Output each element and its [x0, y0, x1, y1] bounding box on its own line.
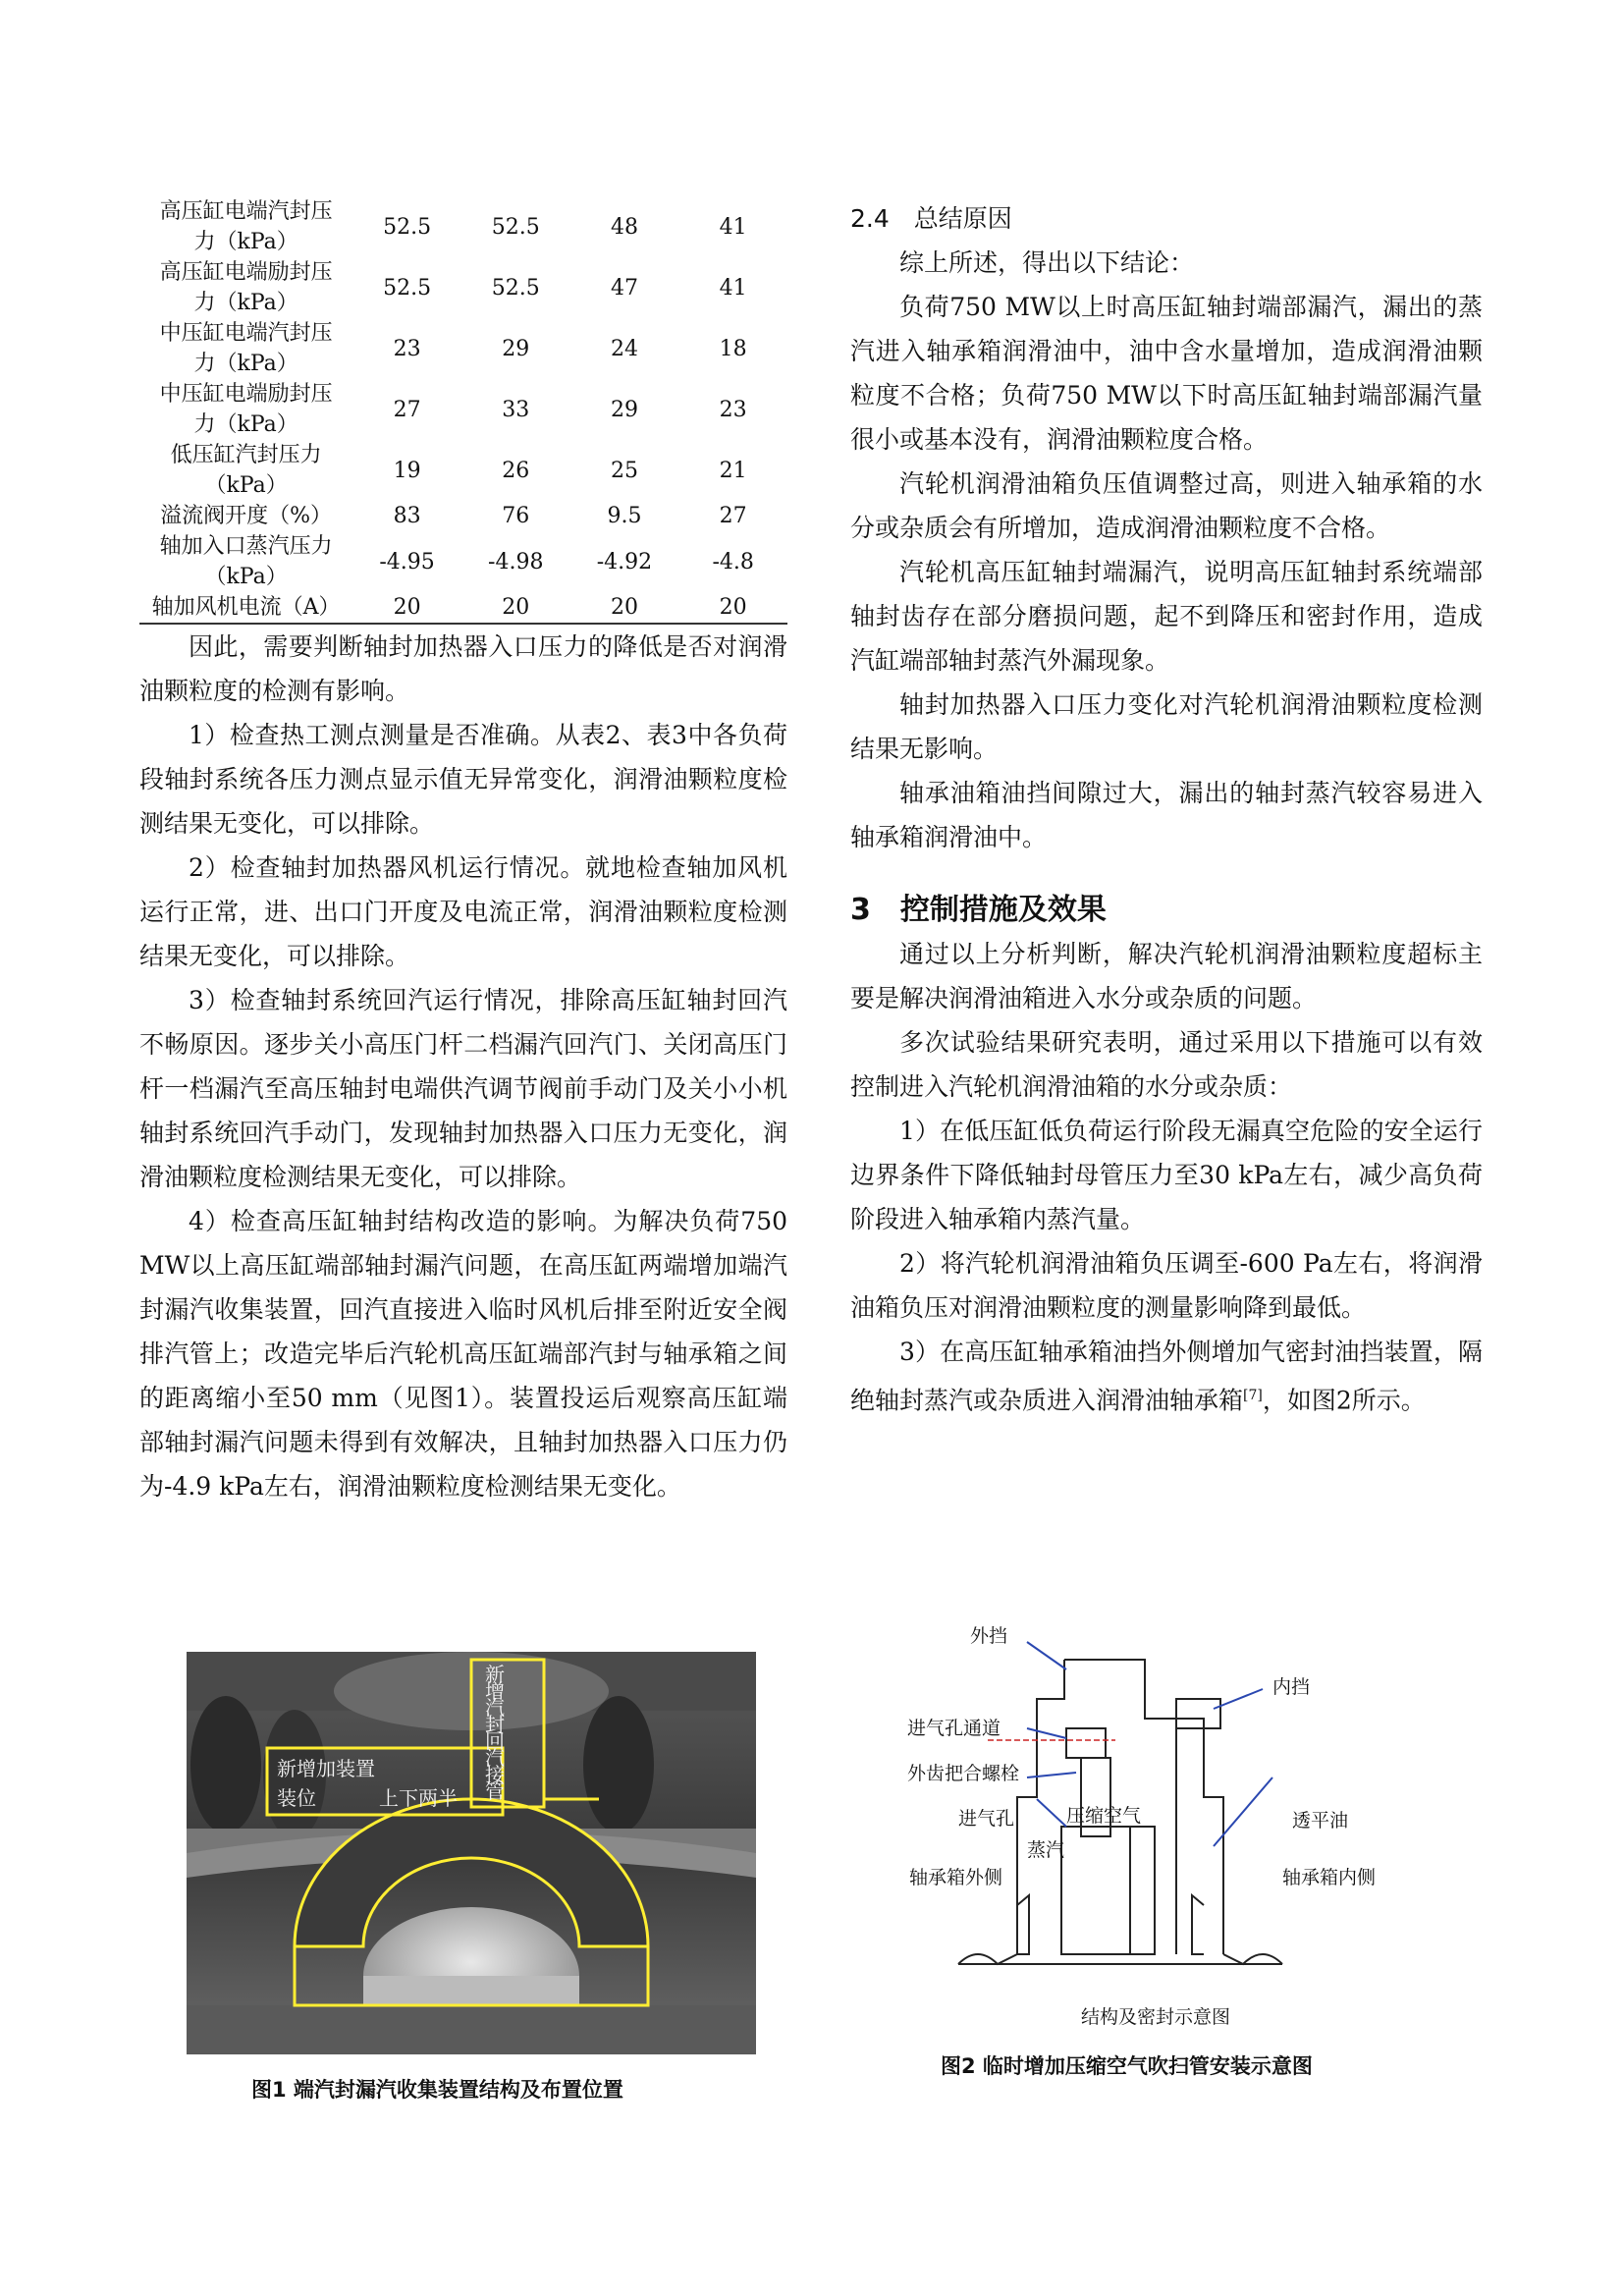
fig1-vertical-label-char: 新 [485, 1663, 505, 1686]
table-cell: -4.92 [596, 549, 653, 574]
row-label: 中压缸电端汽封压 力（kPa） [159, 321, 333, 376]
reference-mark: [7] [1243, 1388, 1263, 1403]
fig1-vertical-label-char: 封 [485, 1713, 505, 1736]
fig2-label-steam: 蒸汽 [1027, 1839, 1065, 1861]
table-cell: 21 [719, 458, 747, 483]
left-paragraphs [139, 625, 787, 1508]
table-cell: 23 [719, 397, 747, 422]
fig2-label-oil: 透平油 [1292, 1810, 1349, 1831]
fig1-vertical-label-char: 汽 [485, 1746, 505, 1770]
fig1-vertical-label-char: 汽 [485, 1696, 505, 1720]
fig2-label-bearing-outer: 轴承箱外侧 [909, 1867, 1003, 1888]
right-column [850, 196, 1483, 1422]
table-cell: 9.5 [607, 504, 642, 528]
table-row [139, 440, 787, 501]
section-3-last-paragraph: 3）在高压缸轴承箱油挡外侧增加气密封油挡装置，隔绝轴封蒸汽或杂质进入润滑油轴承箱[7]，如图2所示。 [850, 1338, 1483, 1415]
section-3-body [850, 932, 1483, 1330]
table-cell: 29 [610, 397, 638, 422]
paragraph: 2）将汽轮机润滑油箱负压调至-600 Pa左右，将润滑油箱负压对润滑油颗粒度的测量影响降到最低。 [850, 1249, 1483, 1322]
fig1-label-install: 装位 [277, 1786, 316, 1810]
table-row [139, 379, 787, 440]
data-table [139, 196, 787, 625]
table-cell: 19 [393, 458, 421, 483]
table-cell: 41 [719, 275, 747, 301]
table-cell: 20 [461, 592, 570, 624]
table-cell: 25 [610, 458, 638, 483]
paragraph: 1）检查热工测点测量是否准确。从表2、表3中各负荷段轴封系统各压力测点显示值无异常变化，润滑油颗粒度检测结果无变化，可以排除。 [139, 721, 787, 838]
table-cell: 33 [502, 397, 530, 422]
table-cell: 52.5 [491, 275, 540, 301]
fig2-label-inner: 内挡 [1272, 1676, 1311, 1698]
fig2-label-compressed-air: 压缩空气 [1066, 1805, 1142, 1827]
row-label: 高压缸电端汽封压 力（kPa） [159, 199, 333, 254]
figure-2-caption: 图2 临时增加压缩空气吹扫管安装示意图 [941, 2054, 1313, 2078]
table-cell: 52.5 [383, 214, 432, 240]
paragraph: 汽轮机高压缸轴封端漏汽，说明高压缸轴封系统端部轴封齿存在部分磨损问题，起不到降压和密封作用，造成汽缸端部轴封蒸汽外漏现象。 [850, 558, 1483, 675]
section-2-4-body [850, 241, 1483, 859]
table-cell: 41 [719, 214, 747, 240]
fig2-label-bottom-title: 结构及密封示意图 [1081, 2006, 1231, 2028]
fig2-label-air-channel: 进气孔通道 [907, 1718, 1001, 1739]
table-cell: 52.5 [383, 275, 432, 301]
table-cell: 20 [678, 592, 787, 624]
figure-1-caption: 图1 端汽封漏汽收集装置结构及布置位置 [251, 2078, 623, 2102]
paragraph: 2）检查轴封加热器风机运行情况。就地检查轴加风机运行正常，进、出口门开度及电流正常，润滑油颗粒度检测结果无变化，可以排除。 [139, 853, 787, 970]
fig1-vertical-label-char: 管 [485, 1779, 505, 1803]
table-row [139, 257, 787, 318]
row-label: 高压缸电端励封压 力（kPa） [159, 260, 333, 315]
figure-2-diagram [907, 1625, 1449, 2043]
fig2-label-outer: 外挡 [970, 1625, 1008, 1647]
figure-2-illustration [907, 1625, 1449, 2043]
figure-1-photo [187, 1652, 756, 2054]
figure-1-illustration [187, 1652, 756, 2054]
table-row [139, 196, 787, 257]
paragraph: 负荷750 MW以上时高压缸轴封端部漏汽，漏出的蒸汽进入轴承箱润滑油中，油中含水量增加，造成润滑油颗粒度不合格；负荷750 MW以下时高压缸轴封端部漏汽量很小或基本没有，润滑油颗粒度合格。 [850, 293, 1483, 454]
fig1-vertical-label-char: 增 [485, 1679, 505, 1703]
table-cell: 52.5 [491, 214, 540, 240]
paragraph: 轴承油箱油挡间隙过大，漏出的轴封蒸汽较容易进入轴承箱润滑油中。 [850, 779, 1483, 851]
fig2-label-air-hole: 进气孔 [958, 1808, 1015, 1830]
fig1-vertical-label-char: 回 [485, 1729, 505, 1753]
fig1-vertical-label-char: 接 [485, 1763, 505, 1786]
paragraph: 轴封加热器入口压力变化对汽轮机润滑油颗粒度检测结果无影响。 [850, 690, 1483, 763]
table-cell: 27 [719, 504, 747, 528]
table-row [139, 531, 787, 592]
table-cell: -4.95 [379, 549, 435, 574]
paragraph: 4）检查高压缸轴封结构改造的影响。为解决负荷750 MW以上高压缸端部轴封漏汽问题，在高压缸两端增加端汽封漏汽收集装置，回汽直接进入临时风机后排至附近安全阀排汽管上；改造完毕后汽轮机高压缸端部汽封与轴承箱之间的距离缩小至50 mm（见图1）。装置投运后观察高压缸端部轴封漏汽问题未得到有效解决，且轴封加热器入口压力仍为-4.9 kPa左右，润滑油颗粒度检测结果无变化。 [139, 1207, 787, 1501]
paragraph: 通过以上分析判断，解决汽轮机润滑油颗粒度超标主要是解决润滑油箱进入水分或杂质的问题。 [850, 940, 1483, 1012]
table-cell: 26 [502, 458, 530, 483]
section-2-4-heading: 2.4 总结原因 [850, 204, 1012, 233]
row-label: 轴加入口蒸汽压力 （kPa） [159, 534, 333, 589]
table-cell: -4.98 [488, 549, 544, 574]
row-label: 溢流阀开度（%） [160, 504, 333, 528]
fig1-label-new-device: 新增加装置 [277, 1757, 375, 1780]
table-row [139, 501, 787, 531]
row-label: 低压缸汽封压力 （kPa） [170, 443, 322, 498]
fig2-label-bearing-inner: 轴承箱内侧 [1282, 1867, 1377, 1888]
left-column [139, 196, 787, 1508]
paragraph: 1）在低压缸低负荷运行阶段无漏真空危险的安全运行边界条件下降低轴封母管压力至30 kPa左右，减少高负荷阶段进入轴承箱内蒸汽量。 [850, 1117, 1483, 1233]
table-cell: 20 [570, 592, 679, 624]
table-cell: 23 [393, 336, 421, 361]
fig1-label-halves: 上下两半 [379, 1786, 458, 1810]
paragraph: 汽轮机润滑油箱负压值调整过高，则进入轴承箱的水分或杂质会有所增加，造成润滑油颗粒度不合格。 [850, 469, 1483, 542]
table-cell: 83 [393, 504, 421, 528]
table-cell: 48 [610, 214, 638, 240]
table-row [139, 592, 787, 624]
table-cell: -4.8 [712, 549, 754, 574]
paragraph: 综上所述，得出以下结论： [899, 248, 1195, 277]
table-cell: 27 [393, 397, 421, 422]
paragraph: 3）检查轴封系统回汽运行情况，排除高压缸轴封回汽不畅原因。逐步关小高压门杆二档漏汽回汽门、关闭高压门杆一档漏汽至高压轴封电端供汽调节阀前手动门及关小小机轴封系统回汽手动门，发现轴封加热器入口压力无变化，润滑油颗粒度检测结果无变化，可以排除。 [139, 986, 787, 1191]
section-3-heading: 3 控制措施及效果 [850, 893, 1107, 927]
table-cell: 18 [719, 336, 747, 361]
row-label: 中压缸电端励封压 力（kPa） [159, 382, 333, 437]
table-cell: 20 [352, 592, 461, 624]
table-cell: 29 [502, 336, 530, 361]
table-cell: 47 [610, 275, 638, 301]
table-row [139, 318, 787, 379]
paragraph: 因此，需要判断轴封加热器入口压力的降低是否对润滑油颗粒度的检测有影响。 [139, 632, 787, 705]
row-label: 轴加风机电流（A） [139, 592, 352, 624]
fig2-label-bolt: 外齿把合螺栓 [907, 1763, 1020, 1784]
paragraph: 多次试验结果研究表明，通过采用以下措施可以有效控制进入汽轮机润滑油箱的水分或杂质： [850, 1028, 1483, 1101]
table-cell: 76 [502, 504, 530, 528]
table-cell: 24 [610, 336, 638, 361]
